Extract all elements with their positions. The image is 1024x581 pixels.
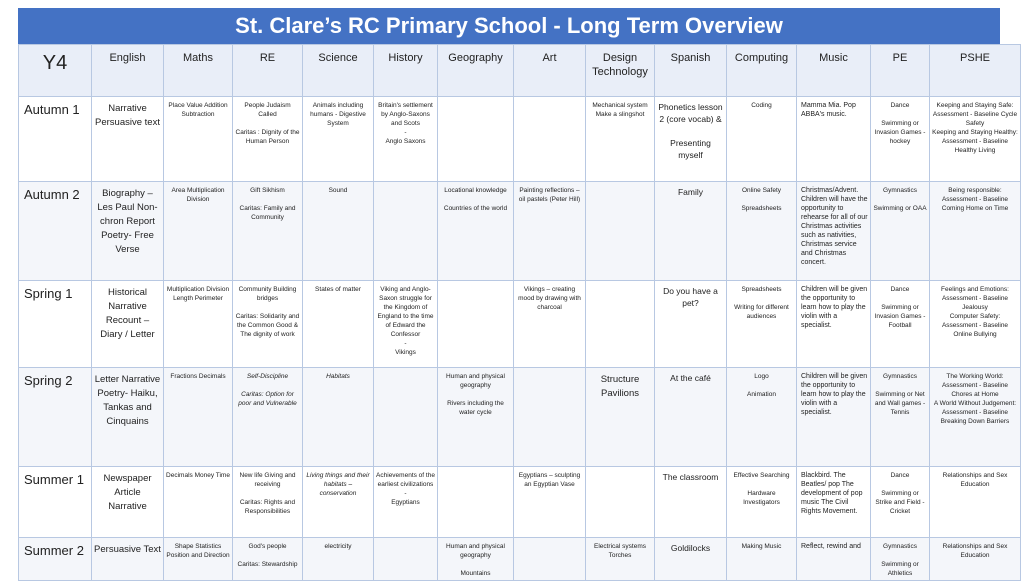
cell-art [514, 538, 586, 581]
cell-computing: Effective Searching Hardware Investigators [727, 467, 797, 538]
cell-history [374, 538, 438, 581]
cell-history [374, 182, 438, 281]
cell-pshe: Keeping and Staying Safe: Assessment - Baseline Cycle Safety Keeping and Staying Healthy: Assessment - Baseline Healthy Living [930, 97, 1021, 182]
cell-dt [586, 182, 655, 281]
cell-maths: Shape Statistics Position and Direction [164, 538, 233, 581]
cell-english: Biography – Les Paul Non-chron Report Poetry- Free Verse [92, 182, 164, 281]
cell-music: Reflect, rewind and [797, 538, 871, 581]
cell-geography: Human and physical geography Rivers including the water cycle [438, 368, 514, 467]
cell-science: States of matter [303, 281, 374, 368]
term-row [19, 368, 1021, 467]
cell-re: People Judaism Called Caritas : Dignity of the Human Person [233, 97, 303, 182]
cell-art [514, 368, 586, 467]
cell-dt [586, 281, 655, 368]
subject-header: PSHE [930, 45, 1021, 97]
header-row [19, 45, 1021, 97]
cell-music: Blackbird. The Beatles/ pop The development of pop music The Civil Rights Movement. [797, 467, 871, 538]
subject-header: Science [303, 45, 374, 97]
cell-computing: Online Safety Spreadsheets [727, 182, 797, 281]
cell-art: Painting reflections – oil pastels (Peter Hill) [514, 182, 586, 281]
cell-re: Self-Discipline Caritas: Option for poor and Vulnerable [233, 368, 303, 467]
cell-english: Historical Narrative Recount – Diary / Letter [92, 281, 164, 368]
cell-pshe: Relationships and Sex Education [930, 467, 1021, 538]
cell-geography [438, 281, 514, 368]
cell-pe: Dance Swimming or Invasion Games - Football [871, 281, 930, 368]
cell-maths: Multiplication Division Length Perimeter [164, 281, 233, 368]
subject-header: Geography [438, 45, 514, 97]
cell-pshe: The Working World: Assessment - Baseline Chores at Home A World Without Judgement: Assessment - Baseline Breaking Down Barriers [930, 368, 1021, 467]
term-row [19, 467, 1021, 538]
subject-header: RE [233, 45, 303, 97]
cell-music: Children will be given the opportunity to learn how to play the violin with a specialist. [797, 281, 871, 368]
cell-pe: Gymnastics Swimming or OAA [871, 182, 930, 281]
cell-science: electricity [303, 538, 374, 581]
subject-header: Design Technology [586, 45, 655, 97]
cell-re: Gift Sikhism Caritas: Family and Community [233, 182, 303, 281]
cell-spanish: Phonetics lesson 2 (core vocab) & Presenting myself [655, 97, 727, 182]
term-label: Spring 2 [19, 368, 92, 467]
cell-maths: Place Value Addition Subtraction [164, 97, 233, 182]
cell-spanish: The classroom [655, 467, 727, 538]
year-label: Y4 [19, 45, 92, 97]
cell-history: Viking and Anglo-Saxon struggle for the Kingdom of England to the time of Edward the Confessor - Vikings [374, 281, 438, 368]
cell-re: Community Building bridges Caritas: Solidarity and the Common Good & The dignity of work [233, 281, 303, 368]
subject-header: Spanish [655, 45, 727, 97]
term-row [19, 281, 1021, 368]
cell-pe: Gymnastics Swimming or Net and Wall games - Tennis [871, 368, 930, 467]
cell-computing: Spreadsheets Writing for different audiences [727, 281, 797, 368]
cell-re: God's people Caritas: Stewardship [233, 538, 303, 581]
term-label: Autumn 2 [19, 182, 92, 281]
cell-maths: Decimals Money Time [164, 467, 233, 538]
cell-pe: Dance Swimming or Invasion Games - hockey [871, 97, 930, 182]
subject-header: Music [797, 45, 871, 97]
cell-pshe: Relationships and Sex Education [930, 538, 1021, 581]
cell-computing: Coding [727, 97, 797, 182]
cell-history: Achievements of the earliest civilizations - Egyptians [374, 467, 438, 538]
cell-pshe: Feelings and Emotions: Assessment - Baseline Jealousy Computer Safety: Assessment - Baseline Online Bullying [930, 281, 1021, 368]
cell-music: Christmas/Advent. Children will have the opportunity to rehearse for all of our Christmas activities such as nativities, Christmas service and Christmas concert. [797, 182, 871, 281]
cell-history [374, 368, 438, 467]
subject-header: PE [871, 45, 930, 97]
subject-header: English [92, 45, 164, 97]
cell-pshe: Being responsible: Assessment - Baseline Coming Home on Time [930, 182, 1021, 281]
cell-music: Children will be given the opportunity to learn how to play the violin with a specialist. [797, 368, 871, 467]
cell-maths: Area Multiplication Division [164, 182, 233, 281]
term-label: Summer 2 [19, 538, 92, 581]
cell-re: New life Giving and receiving Caritas: Rights and Responsibilities [233, 467, 303, 538]
cell-pe: Dance Swimming or Strike and Field - Cricket [871, 467, 930, 538]
cell-english: Persuasive Text [92, 538, 164, 581]
cell-spanish: Goldilocks [655, 538, 727, 581]
cell-english: Narrative Persuasive text [92, 97, 164, 182]
cell-science: Sound [303, 182, 374, 281]
cell-history: Britain's settlement by Anglo-Saxons and Scots - Anglo Saxons [374, 97, 438, 182]
cell-art: Egyptians – sculpting an Egyptian Vase [514, 467, 586, 538]
subject-header: Computing [727, 45, 797, 97]
cell-spanish: At the café [655, 368, 727, 467]
term-label: Spring 1 [19, 281, 92, 368]
cell-geography: Human and physical geography Mountains [438, 538, 514, 581]
subject-header: Maths [164, 45, 233, 97]
cell-computing: Logo Animation [727, 368, 797, 467]
page-title: St. Clare’s RC Primary School - Long Term Overview [18, 8, 1000, 44]
cell-art [514, 97, 586, 182]
cell-pe: Gymnastics Swimming or Athletics [871, 538, 930, 581]
cell-music: Mamma Mia. Pop ABBA's music. [797, 97, 871, 182]
cell-geography: Locational knowledge Countries of the world [438, 182, 514, 281]
term-row [19, 538, 1021, 581]
cell-geography [438, 97, 514, 182]
cell-science: Animals including humans - Digestive System [303, 97, 374, 182]
cell-english: Letter Narrative Poetry- Haiku, Tankas and Cinquains [92, 368, 164, 467]
cell-maths: Fractions Decimals [164, 368, 233, 467]
term-label: Summer 1 [19, 467, 92, 538]
overview-table [18, 44, 1021, 581]
cell-dt: Mechanical system Make a slingshot [586, 97, 655, 182]
subject-header: Art [514, 45, 586, 97]
cell-spanish: Family [655, 182, 727, 281]
cell-art: Vikings – creating mood by drawing with charcoal [514, 281, 586, 368]
cell-science: Habitats [303, 368, 374, 467]
cell-dt: Structure Pavilions [586, 368, 655, 467]
cell-science: Living things and their habitats – conservation [303, 467, 374, 538]
subject-header: History [374, 45, 438, 97]
cell-computing: Making Music [727, 538, 797, 581]
term-label: Autumn 1 [19, 97, 92, 182]
cell-dt [586, 467, 655, 538]
term-row [19, 97, 1021, 182]
cell-spanish: Do you have a pet? [655, 281, 727, 368]
cell-english: Newspaper Article Narrative [92, 467, 164, 538]
cell-geography [438, 467, 514, 538]
cell-dt: Electrical systems Torches [586, 538, 655, 581]
term-row [19, 182, 1021, 281]
